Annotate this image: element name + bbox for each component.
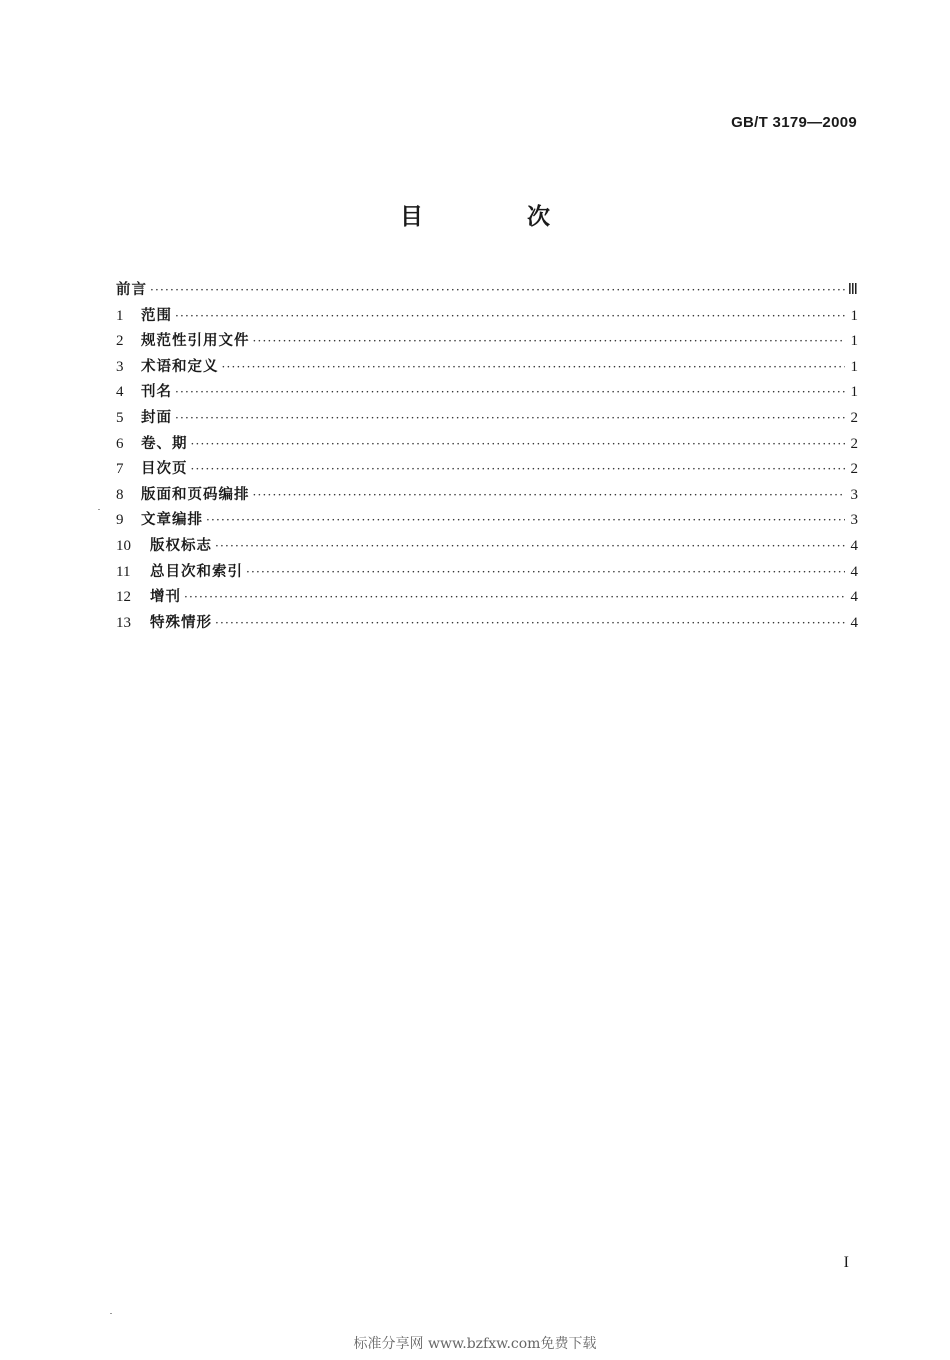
leader-dots xyxy=(215,539,845,553)
toc-entry-label: 特殊情形 xyxy=(150,614,212,631)
toc-entry-label: 总目次和索引 xyxy=(150,563,243,580)
toc-entry-page: 2 xyxy=(850,409,858,426)
toc-entry-number: 2 xyxy=(116,333,124,350)
toc-entry-page: 1 xyxy=(850,384,858,401)
toc-entry-page: 4 xyxy=(850,563,858,580)
leader-dots xyxy=(175,385,845,399)
leader-dots xyxy=(253,488,846,502)
toc-entry-label: 卷、期 xyxy=(141,435,188,452)
toc-entry-page: 4 xyxy=(850,537,858,554)
leader-dots xyxy=(215,616,845,630)
page-title: 目 次 xyxy=(399,204,598,230)
toc-entry[interactable] xyxy=(116,611,858,637)
toc-entry-page: 3 xyxy=(850,486,858,503)
toc-entry-number: 10 xyxy=(116,537,131,554)
toc-entry[interactable] xyxy=(116,380,858,406)
watermark-footer: 标准分享网 www.bzfxw.com免费下载 xyxy=(353,1336,597,1352)
leader-dots xyxy=(206,513,845,527)
toc-entry[interactable] xyxy=(116,560,858,586)
leader-dots xyxy=(222,360,846,374)
toc-entry-number: 3 xyxy=(116,358,124,375)
toc-entry-number: 12 xyxy=(116,589,131,606)
toc-entry-number: 11 xyxy=(116,563,131,580)
toc-entry-number: 6 xyxy=(116,435,124,452)
toc-entry-page: 1 xyxy=(850,307,858,324)
toc-entry-number: 1 xyxy=(116,307,124,324)
toc-entry-label: 封面 xyxy=(141,409,172,426)
page-number: I xyxy=(843,1254,849,1271)
toc-entry[interactable] xyxy=(116,406,858,432)
toc-entry-number: 13 xyxy=(116,614,131,631)
toc-entry[interactable] xyxy=(116,508,858,534)
toc-entry-number: 5 xyxy=(116,409,124,426)
leader-dots xyxy=(175,309,845,323)
toc-entry[interactable] xyxy=(116,355,858,381)
toc-entry-label: 规范性引用文件 xyxy=(141,333,250,350)
scan-artifact xyxy=(110,1313,112,1314)
toc-entry-page: 1 xyxy=(850,333,858,350)
toc-entry-label: 刊名 xyxy=(141,384,172,401)
leader-dots xyxy=(184,590,845,604)
toc-entry-label: 版权标志 xyxy=(150,537,212,554)
toc-entry-page: Ⅲ xyxy=(847,282,858,298)
toc-entry-number: 8 xyxy=(116,486,124,503)
toc-entry[interactable] xyxy=(116,585,858,611)
toc-entry-label: 目次页 xyxy=(141,461,188,478)
toc-entry[interactable] xyxy=(116,457,858,483)
toc-entry-page: 3 xyxy=(850,512,858,529)
toc-entry-page: 4 xyxy=(850,589,858,606)
toc-entry-label: 术语和定义 xyxy=(141,358,219,375)
standard-number: GB/T 3179—2009 xyxy=(731,114,857,131)
toc-entry[interactable] xyxy=(116,483,858,509)
toc-entry-number: 9 xyxy=(116,512,124,529)
toc-entry[interactable] xyxy=(116,329,858,355)
toc-entry[interactable] xyxy=(116,278,858,304)
toc-entry-page: 2 xyxy=(850,461,858,478)
toc-entry-label: 增刊 xyxy=(150,589,181,606)
toc-entry-label: 前言 xyxy=(116,282,147,298)
leader-dots xyxy=(150,283,845,297)
toc-entry[interactable] xyxy=(116,304,858,330)
toc-entry[interactable] xyxy=(116,534,858,560)
scan-artifact xyxy=(98,509,100,510)
leader-dots xyxy=(253,334,846,348)
toc-entry-page: 1 xyxy=(850,358,858,375)
toc-entry-page: 4 xyxy=(850,614,858,631)
toc-entry-label: 文章编排 xyxy=(141,512,203,529)
toc-entry-page: 2 xyxy=(850,435,858,452)
toc-entry-label: 版面和页码编排 xyxy=(141,486,250,503)
toc-entry[interactable] xyxy=(116,432,858,458)
leader-dots xyxy=(246,565,845,579)
leader-dots xyxy=(175,411,845,425)
toc-entry-label: 范围 xyxy=(141,307,172,324)
leader-dots xyxy=(191,437,846,451)
table-of-contents xyxy=(116,278,858,636)
toc-entry-number: 7 xyxy=(116,461,124,478)
leader-dots xyxy=(191,462,846,476)
toc-entry-number: 4 xyxy=(116,384,124,401)
